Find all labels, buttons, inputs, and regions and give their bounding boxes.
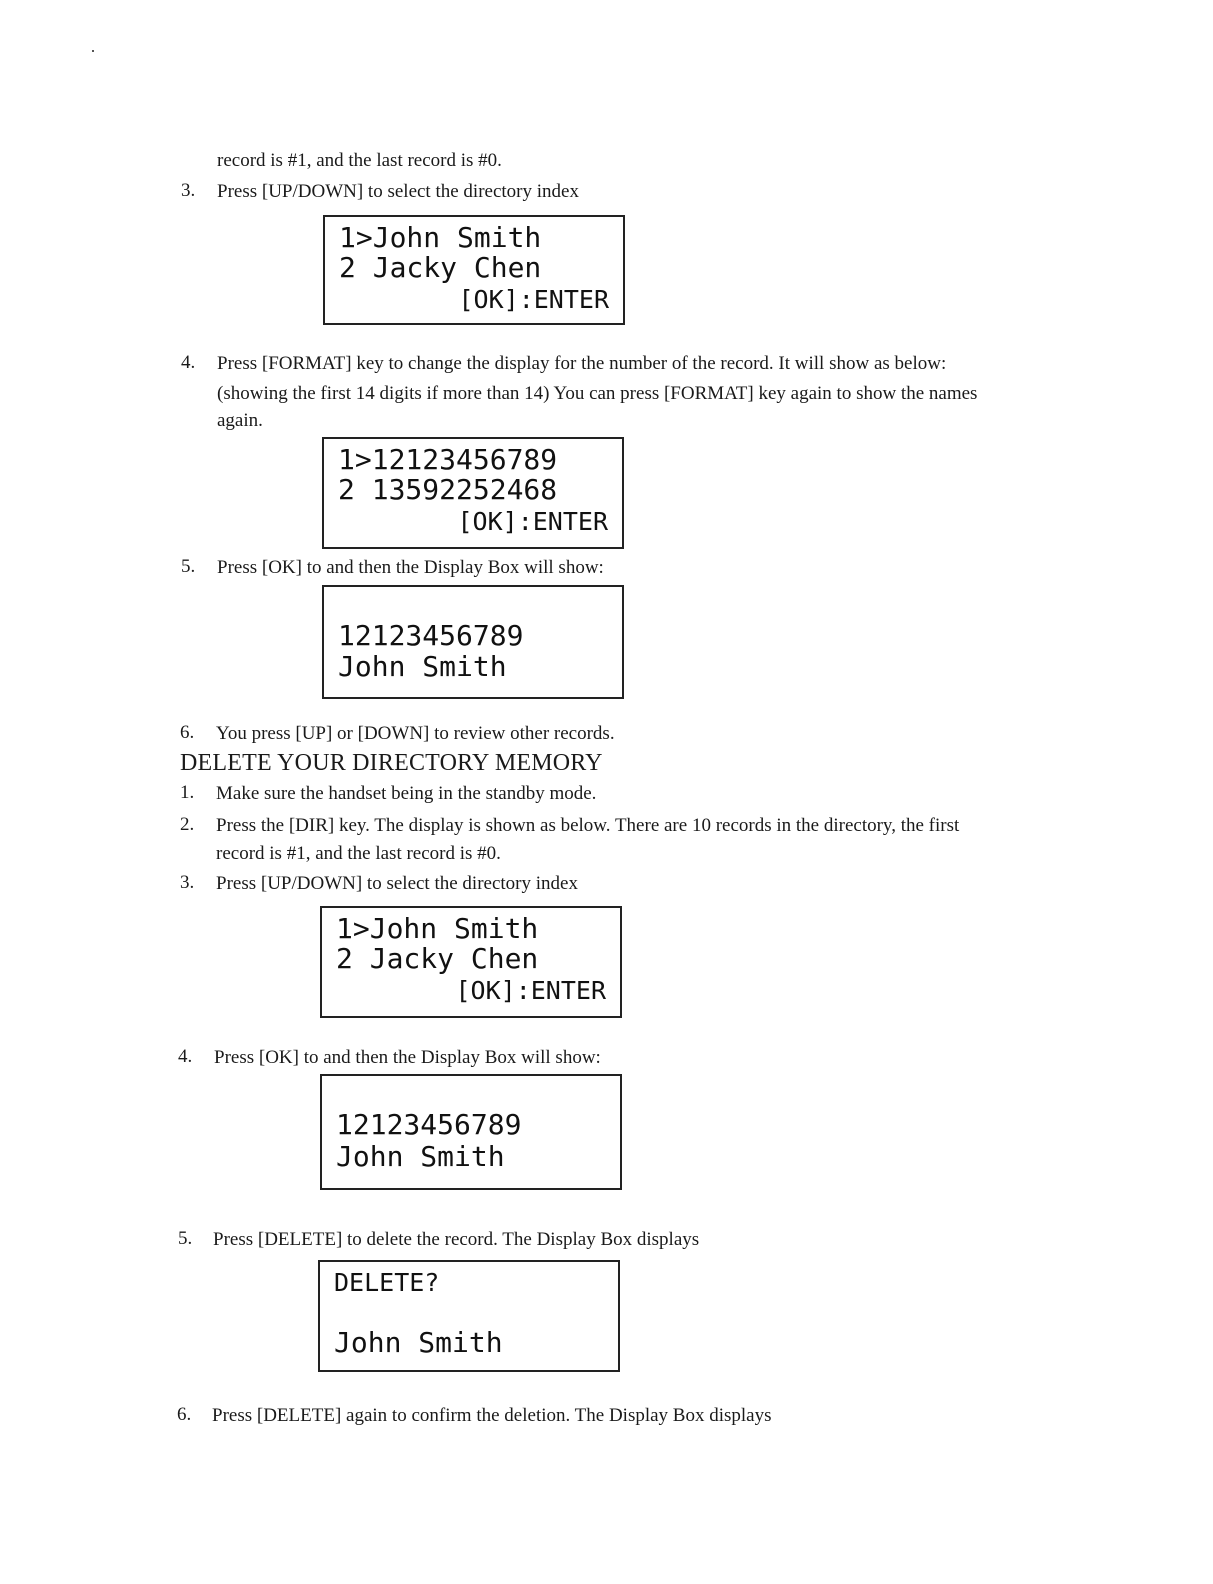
scan-mark xyxy=(92,50,94,52)
display-line: [OK]:ENTER xyxy=(457,507,608,536)
step-number: 4. xyxy=(181,352,196,373)
step-number: 3. xyxy=(180,872,195,893)
display-line: John Smith xyxy=(334,1326,503,1359)
display-box xyxy=(322,437,624,549)
step-text: Press [UP/DOWN] to select the directory index xyxy=(216,873,578,894)
display-box xyxy=(318,1260,620,1372)
step-number: 6. xyxy=(177,1404,192,1425)
display-line: DELETE? xyxy=(334,1268,440,1297)
step-number: 5. xyxy=(181,556,196,577)
step-text: Press [DELETE] again to confirm the deletion. The Display Box displays xyxy=(212,1405,772,1426)
display-line: 12123456789 xyxy=(336,1108,522,1141)
step-text: Make sure the handset being in the standby mode. xyxy=(216,783,597,804)
step-text: Press [FORMAT] key to change the display for the number of the record. It will show as below: xyxy=(217,353,947,374)
step-text: Press [OK] to and then the Display Box will show: xyxy=(214,1047,601,1068)
display-line: 1>12123456789 xyxy=(338,443,558,476)
display-box xyxy=(320,1074,622,1190)
display-line: 1>John Smith xyxy=(336,912,539,945)
display-line: 1>John Smith xyxy=(339,221,542,254)
step-text: Press the [DIR] key. The display is shown as below. There are 10 records in the directory, the first xyxy=(216,815,960,836)
display-line: John Smith xyxy=(338,650,507,683)
display-line: 2 Jacky Chen xyxy=(336,942,539,975)
display-line: 2 13592252468 xyxy=(338,473,558,506)
step-text: Press [DELETE] to delete the record. The Display Box displays xyxy=(213,1229,700,1250)
step-text: again. xyxy=(217,410,263,431)
display-box xyxy=(322,585,624,699)
step-number: 1. xyxy=(180,782,195,803)
continued-text: record is #1, and the last record is #0. xyxy=(217,150,502,171)
step-text: You press [UP] or [DOWN] to review other records. xyxy=(216,723,615,744)
display-line: [OK]:ENTER xyxy=(458,285,609,314)
display-line: [OK]:ENTER xyxy=(455,976,606,1005)
step-number: 5. xyxy=(178,1228,193,1249)
step-text: Press [UP/DOWN] to select the directory index xyxy=(217,181,579,202)
display-box xyxy=(320,906,622,1018)
step-number: 4. xyxy=(178,1046,193,1067)
step-number: 3. xyxy=(181,180,196,201)
section-heading: DELETE YOUR DIRECTORY MEMORY xyxy=(180,750,603,776)
step-number: 6. xyxy=(180,722,195,743)
step-text: (showing the first 14 digits if more than 14) You can press [FORMAT] key again to show the names xyxy=(217,383,978,404)
display-line: 12123456789 xyxy=(338,619,524,652)
display-line: John Smith xyxy=(336,1140,505,1173)
display-line: 2 Jacky Chen xyxy=(339,251,542,284)
display-box xyxy=(323,215,625,325)
step-text: record is #1, and the last record is #0. xyxy=(216,843,501,864)
step-number: 2. xyxy=(180,814,195,835)
step-text: Press [OK] to and then the Display Box will show: xyxy=(217,557,604,578)
